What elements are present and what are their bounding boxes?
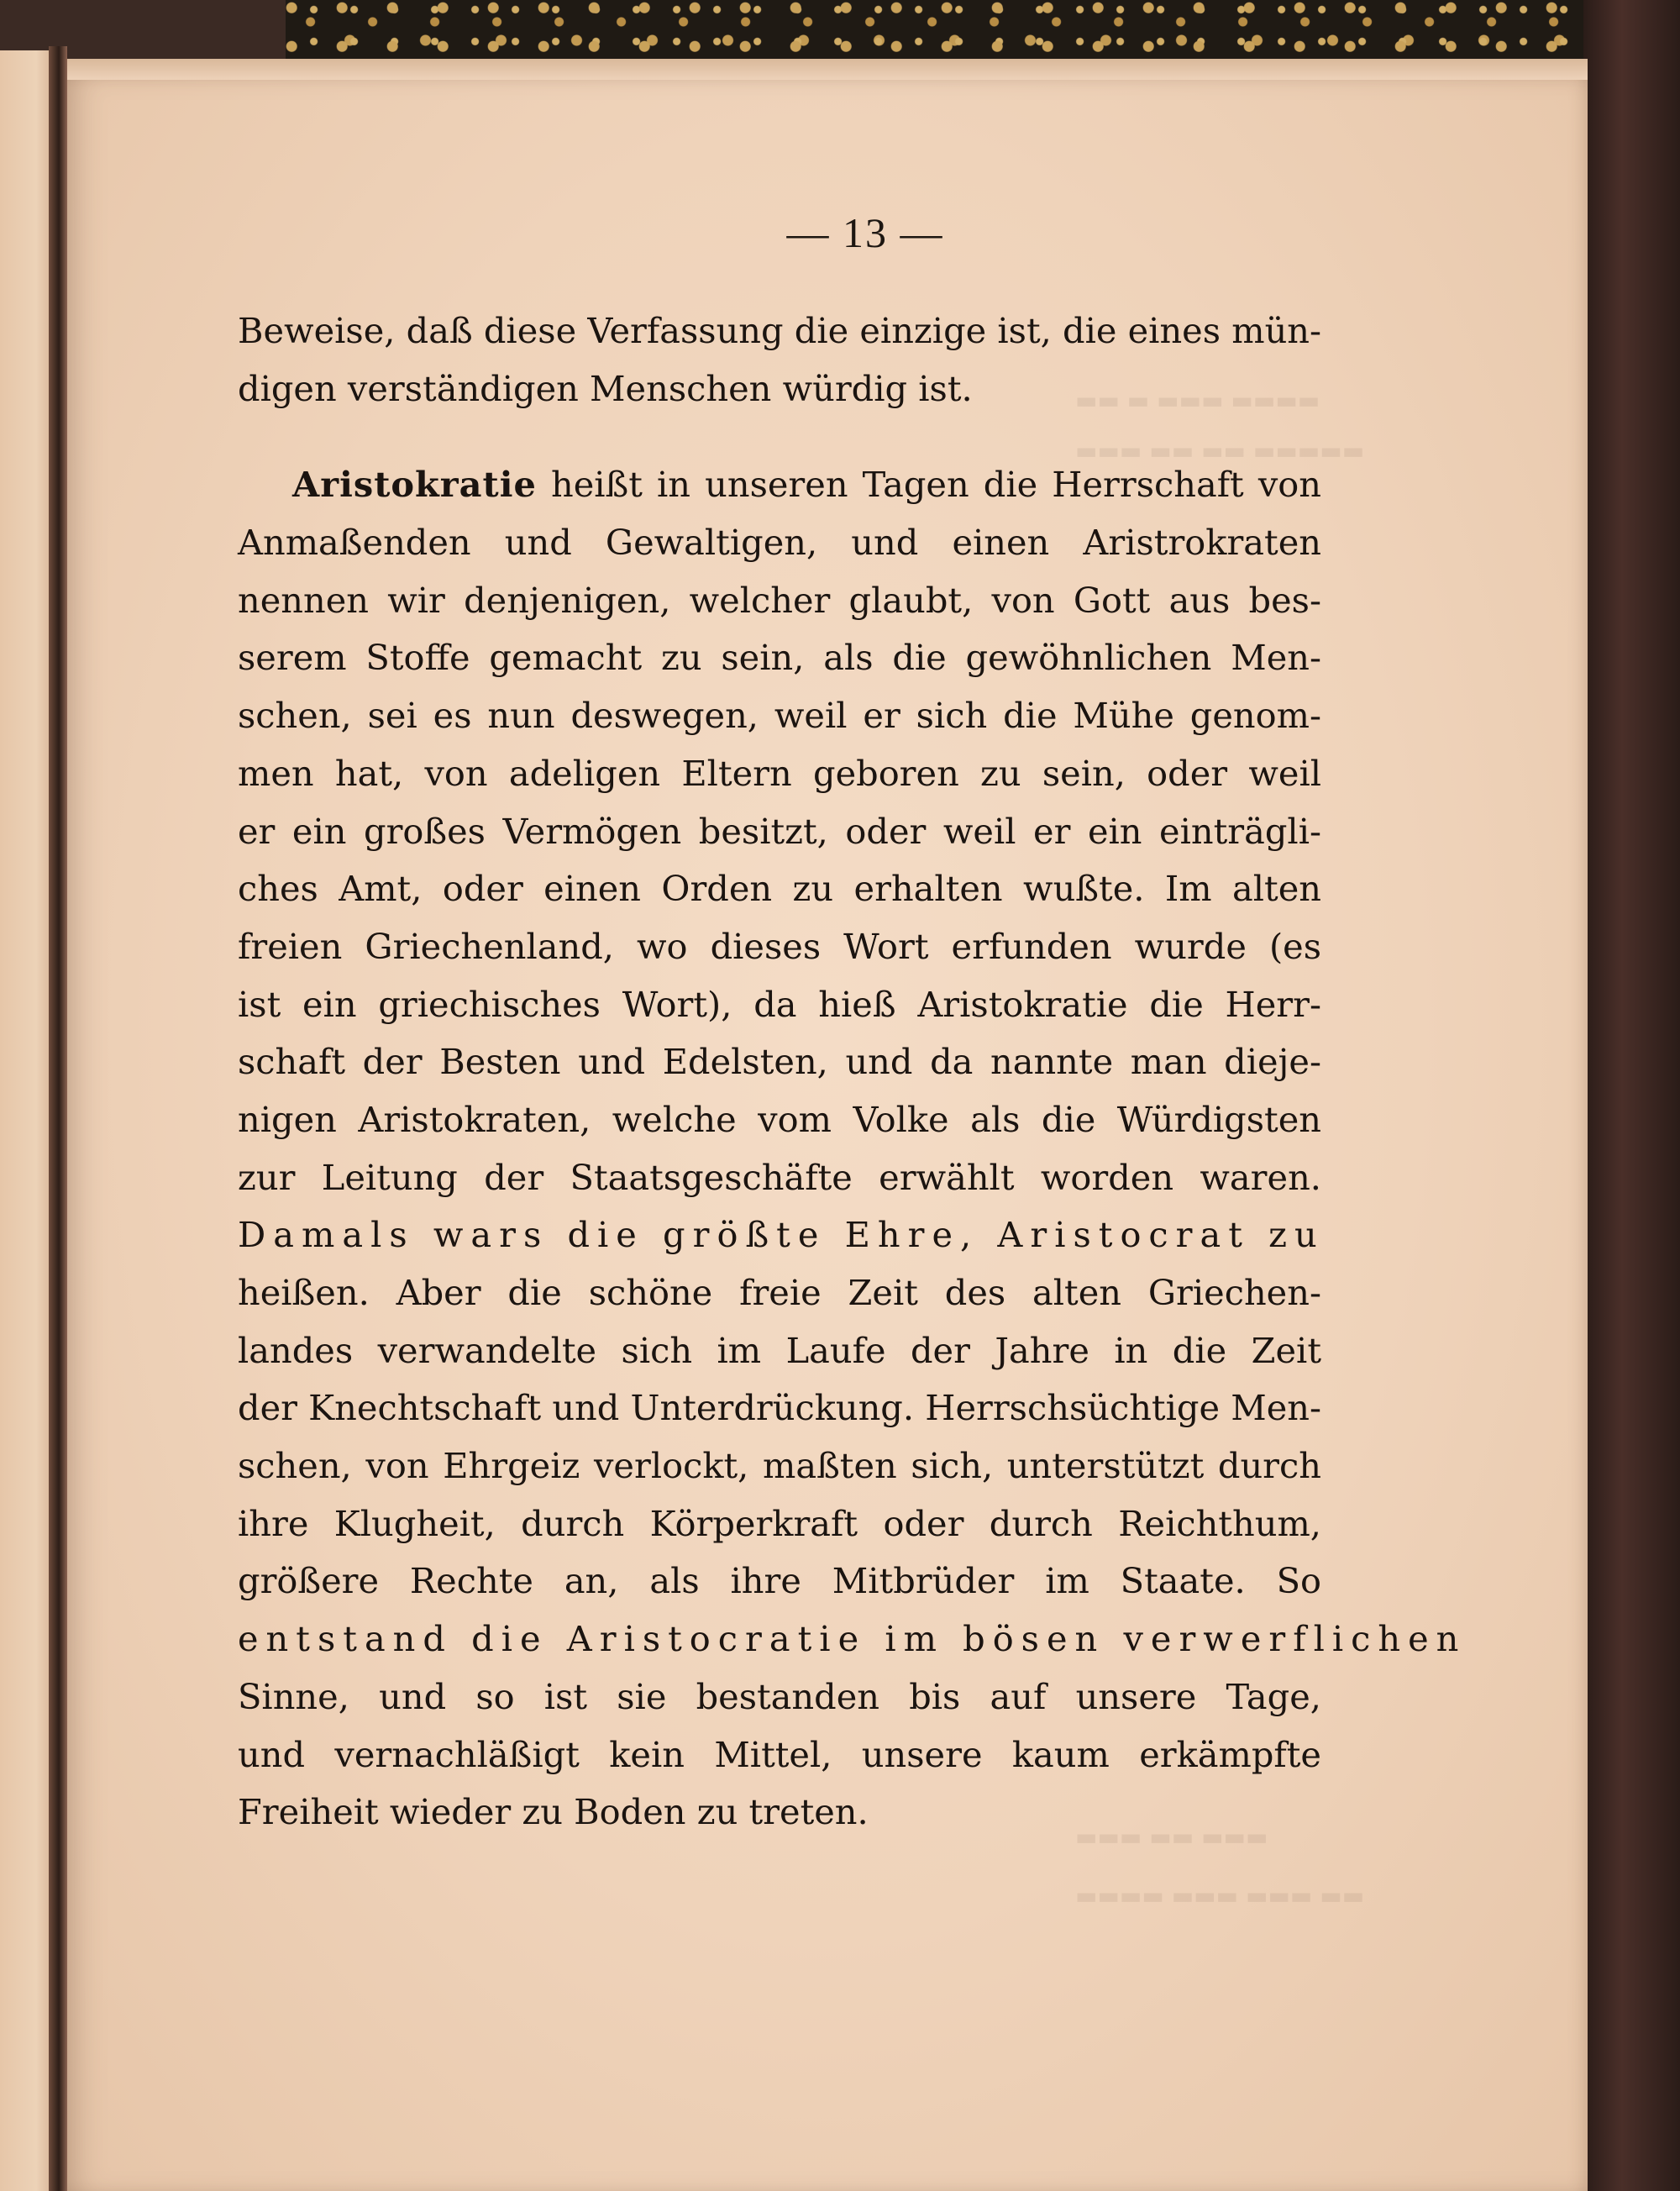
text-line: men hat, von adeligen Eltern geboren zu sein, oder weil (238, 752, 1321, 794)
page-number: — 13 — (786, 209, 944, 256)
text-line: digen verständigen Menschen würdig ist. (238, 367, 973, 409)
text-line: schen, von Ehrgeiz verlockt, maßten sich, unterstützt durch (238, 1445, 1321, 1487)
text-line: ches Amt, oder einen Orden zu erhalten wußte. Im alten (238, 868, 1321, 910)
paragraph-gap (238, 418, 1321, 456)
text-line: heißen. Aber die schöne freie Zeit des alten Griechen- (238, 1272, 1321, 1313)
text-line: und vernachläßigt kein Mittel, unsere kaum erkämpfte (238, 1733, 1321, 1775)
text-line: schen, sei es nun deswegen, weil er sich die Mühe genom- (238, 695, 1321, 737)
text-line: Beweise, daß diese Verfassung die einzige ist, die eines mün- (238, 310, 1322, 351)
bleed-through-shadow: ▬▬▬ ▬▬ ▬▬▬ (1075, 1823, 1268, 1851)
bleed-through-shadow: ▬▬▬ ▬▬ ▬▬ ▬▬▬▬▬ (1075, 437, 1365, 465)
text-line: Damals wars die größte Ehre, Aristocrat zu (238, 1214, 1325, 1256)
text-line: entstand die Aristocratie im bösen verwerflichen (238, 1618, 1467, 1660)
bleed-through-shadow: ▬▬▬▬ ▬▬▬ ▬▬▬ ▬▬ (1075, 1882, 1365, 1910)
page-text (238, 302, 1467, 1842)
text-line: ist ein griechisches Wort), da hieß Aristokratie die Herr- (238, 983, 1321, 1025)
text-line: nigen Aristokraten, welche vom Volke als die Würdigsten (238, 1098, 1321, 1140)
text-line: Anmaßenden und Gewaltigen, und einen Aristrokraten (238, 522, 1321, 564)
text-line: ihre Klugheit, durch Körperkraft oder durch Reichthum, (238, 1502, 1321, 1544)
text-line: schaft der Besten und Edelsten, und da nannte man dieje- (238, 1041, 1321, 1083)
bleed-through-shadow: ▬▬ ▬ ▬▬▬ ▬▬▬▬ (1075, 386, 1320, 414)
text-line: Freiheit wieder zu Boden zu treten. (238, 1791, 869, 1833)
book-gutter (49, 46, 67, 2191)
text-fragment: heißt in unseren Tagen die Herrschaft von (550, 464, 1321, 506)
text-line: nennen wir denjenigen, welcher glaubt, von Gott aus bes- (238, 579, 1321, 621)
text-line: landes verwandelte sich im Laufe der Jahre in die Zeit (238, 1329, 1321, 1371)
text-line: er ein großes Vermögen besitzt, oder weil er ein einträgli- (238, 810, 1321, 852)
text-line: Sinne, und so ist sie bestanden bis auf unsere Tage, (238, 1675, 1321, 1717)
cover-edge (1583, 0, 1680, 2191)
text-line: der Knechtschaft und Unterdrückung. Herrschsüchtige Men- (238, 1387, 1322, 1429)
text-line: zur Leitung der Staatsgeschäfte erwählt worden waren. (238, 1156, 1321, 1198)
text-line: freien Griechenland, wo dieses Wort erfunden wurde (es (238, 925, 1321, 967)
text-line: serem Stoffe gemacht zu sein, als die gewöhnlichen Men- (238, 637, 1321, 679)
lead-word: Aristokratie (292, 464, 537, 506)
text-line: größere Rechte an, als ihre Mitbrüder im Staate. So (238, 1560, 1321, 1602)
text-line (238, 456, 1321, 514)
